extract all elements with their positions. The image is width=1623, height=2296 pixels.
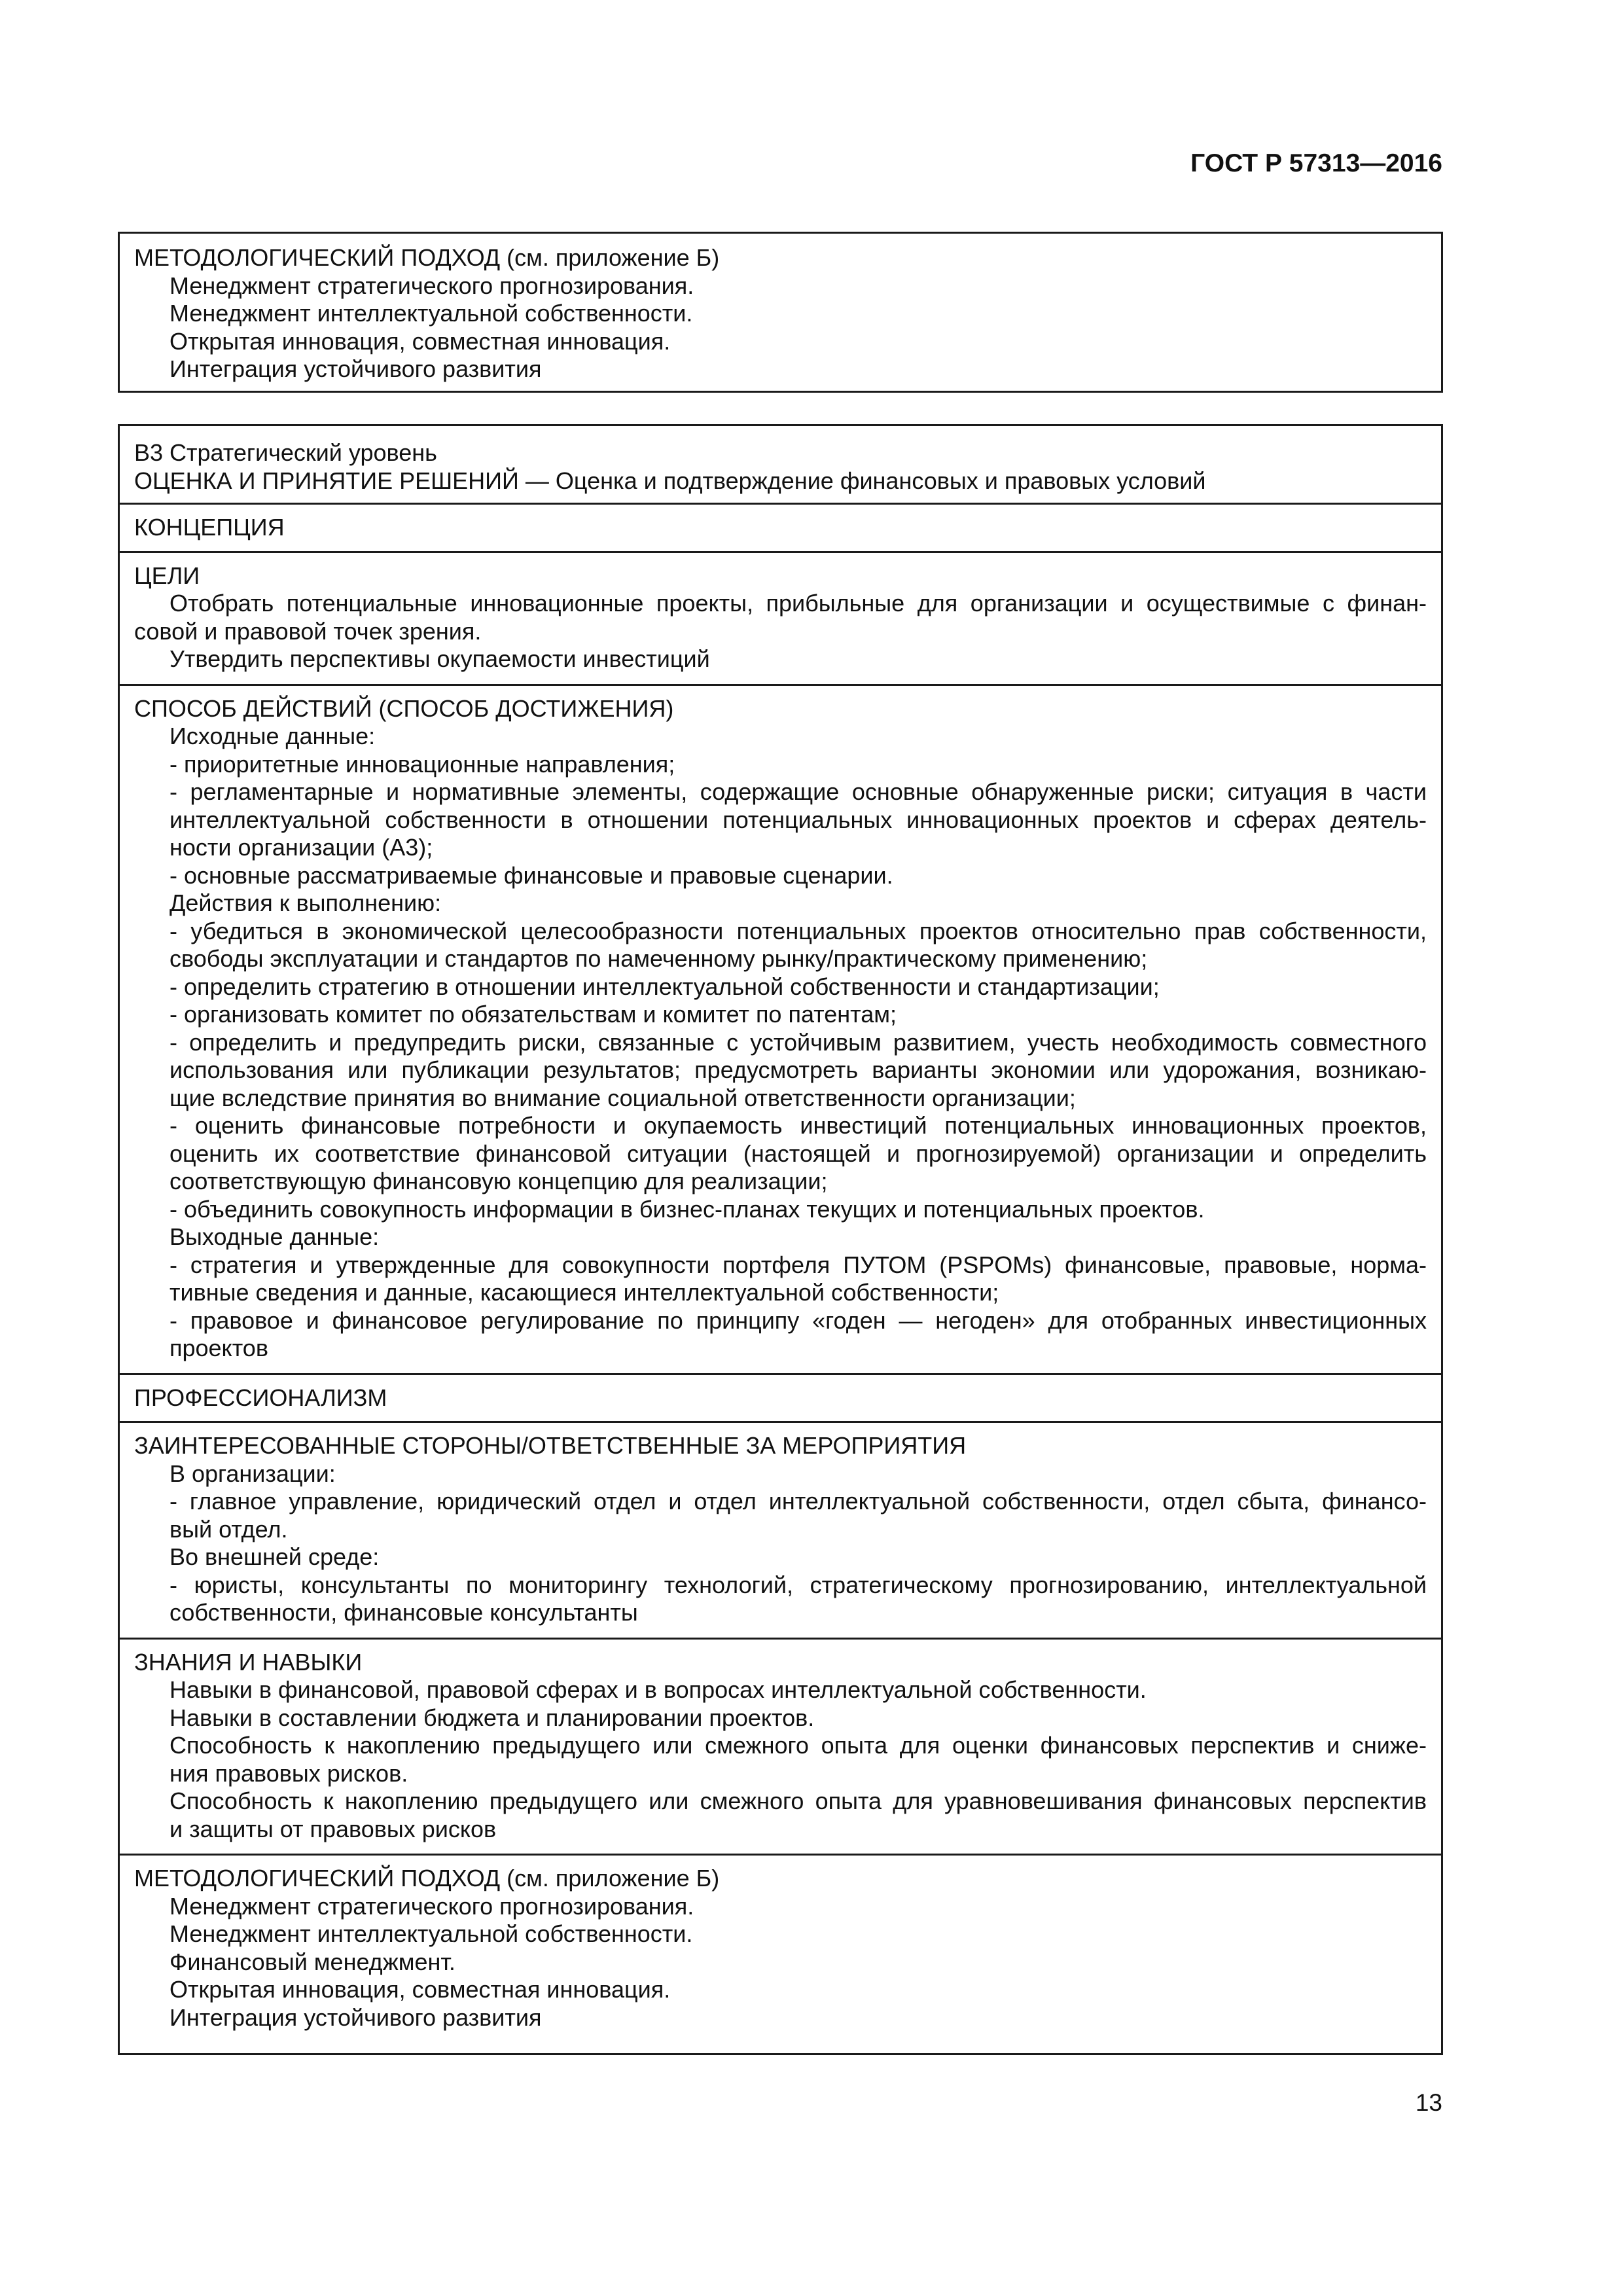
strategic-level-block [118, 424, 1443, 2055]
method-line: интеллектуальной собственности в отношении потенциальных инновационных проектов и сферах деятель- [169, 806, 1427, 833]
goals-line: Отобрать потенциальные инновационные проекты, прибыльные для организации и осуществимые с финан- [169, 590, 1427, 617]
professionalism-cell [120, 1375, 1441, 1424]
method-line: - определить стратегию в отношении интеллектуальной собственности и стандартизации; [169, 973, 1160, 1000]
method-line: - убедиться в экономической целесообразности потенциальных проектов относительно прав собственности, [169, 917, 1427, 944]
block-heading: ОЦЕНКА И ПРИНЯТИЕ РЕШЕНИЙ — Оценка и подтверждение финансовых и правовых условий [134, 467, 1206, 494]
skills-line: ния правовых рисков. [169, 1759, 408, 1787]
concept-cell [120, 505, 1441, 553]
method-line: - определить и предупредить риски, связанные с устойчивым развитием, учесть необходимость совместного [169, 1028, 1427, 1056]
approach-item: Менеджмент интеллектуальной собственности. [169, 1920, 693, 1947]
method-line: соответствующую финансовую концепцию для реализации; [169, 1168, 828, 1194]
stakeholders-title: ЗАИНТЕРЕСОВАННЫЕ СТОРОНЫ/ОТВЕТСТВЕННЫЕ ЗА МЕРОПРИЯТИЯ [134, 1432, 967, 1459]
method-line: ности организации (А3); [169, 834, 433, 861]
goals-title: ЦЕЛИ [134, 562, 200, 589]
goals-line: Утвердить перспективы окупаемости инвестиций [169, 645, 710, 672]
methodology-cell [120, 234, 1441, 394]
method-line: использования или публикации результатов; предусмотреть варианты экономии или удорожания, возникаю- [169, 1056, 1427, 1083]
methodology-item: Менеджмент стратегического прогнозирования. [169, 272, 694, 299]
approach-item: Интеграция устойчивого развития [169, 2003, 542, 2031]
approach-item: Открытая инновация, совместная инновация. [169, 1976, 671, 2003]
skills-title: ЗНАНИЯ И НАВЫКИ [134, 1648, 363, 1676]
method-title: СПОСОБ ДЕЙСТВИЙ (СПОСОБ ДОСТИЖЕНИЯ) [134, 694, 674, 722]
method-line: - основные рассматриваемые финансовые и правовые сценарии. [169, 861, 893, 889]
method-line: - приоритетные инновационные направления; [169, 750, 675, 778]
page-number: 13 [1415, 2089, 1442, 2116]
method-line: - организовать комитет по обязательствам и комитет по патентам; [169, 1001, 897, 1028]
skills-line: и защиты от правовых рисков [169, 1815, 497, 1842]
stakeholders-cell [120, 1423, 1441, 1640]
method-line: Выходные данные: [169, 1223, 380, 1250]
method-line: - объединить совокупность информации в бизнес-планах текущих и потенциальных проектов. [169, 1195, 1205, 1223]
method-line: - правовое и финансовое регулирование по принципу «годен — негоден» для отобранных инвестиционных [169, 1306, 1427, 1334]
skills-line: Навыки в составлении бюджета и планировании проектов. [169, 1704, 815, 1731]
methodology-item: Менеджмент интеллектуальной собственности. [169, 300, 693, 327]
skills-line: Навыки в финансовой, правовой сферах и в вопросах интеллектуальной собственности. [169, 1676, 1147, 1703]
method-line: свободы эксплуатации и стандартов по намеченному рынку/практическому применению; [169, 945, 1148, 972]
methodology-item: Интеграция устойчивого развития [169, 355, 542, 382]
skills-cell [120, 1640, 1441, 1856]
method-line: щие вследствие принятия во внимание социальной ответственности организации; [169, 1084, 1076, 1111]
professionalism-title: ПРОФЕССИОНАЛИЗМ [134, 1384, 387, 1411]
method-line: проектов [169, 1335, 268, 1361]
skills-line: Способность к накоплению предыдущего или смежного опыта для оценки финансовых перспектив и сниже- [169, 1732, 1427, 1759]
method-line: - стратегия и утвержденные для совокупности портфеля ПУТОМ (PSPOMs) финансовые, правовые, норма- [169, 1251, 1427, 1278]
method-line: тивные сведения и данные, касающиеся интеллектуальной собственности; [169, 1279, 999, 1306]
stakeholders-line: - главное управление, юридический отдел и отдел интеллектуальной собственности, отдел сбыта, финансо- [169, 1488, 1427, 1515]
goals-line: совой и правовой точек зрения. [134, 617, 482, 645]
block-heading-cell [120, 426, 1441, 505]
methodology-title: МЕТОДОЛОГИЧЕСКИЙ ПОДХОД (см. приложение Б) [134, 244, 720, 271]
method-line: оценить их соответствие финансовой ситуации (настоящей и прогнозируемой) организации и определить [169, 1139, 1427, 1167]
level-label: В3 Стратегический уровень [134, 439, 437, 466]
methodology-block-top [118, 232, 1443, 393]
approach-item: Менеджмент стратегического прогнозирования. [169, 1892, 694, 1920]
method-line: Исходные данные: [169, 723, 376, 749]
method-line: - регламентарные и нормативные элементы, содержащие основные обнаруженные риски; ситуация в части [169, 778, 1427, 805]
approach-title: МЕТОДОЛОГИЧЕСКИЙ ПОДХОД (см. приложение Б) [134, 1865, 720, 1892]
stakeholders-line: вый отдел. [169, 1515, 288, 1543]
goals-cell [120, 553, 1441, 686]
methodology-item: Открытая инновация, совместная инновация. [169, 327, 671, 355]
method-line: - оценить финансовые потребности и окупаемость инвестиций потенциальных инновационных проектов, [169, 1112, 1427, 1139]
method-line: Действия к выполнению: [169, 889, 442, 916]
approach-item: Финансовый менеджмент. [169, 1948, 455, 1975]
method-cell [120, 686, 1441, 1375]
concept-title: КОНЦЕПЦИЯ [134, 514, 285, 541]
stakeholders-line: Во внешней среде: [169, 1543, 380, 1570]
skills-line: Способность к накоплению предыдущего или смежного опыта для уравновешивания финансовых перспектив [169, 1787, 1427, 1814]
stakeholders-line: - юристы, консультанты по мониторингу технологий, стратегическому прогнозированию, интеллектуальной [169, 1571, 1427, 1598]
document-code: ГОСТ Р 57313—2016 [1190, 149, 1442, 177]
stakeholders-line: В организации: [169, 1460, 336, 1487]
stakeholders-line: собственности, финансовые консультанты [169, 1599, 638, 1626]
approach-cell [120, 1856, 1441, 2042]
